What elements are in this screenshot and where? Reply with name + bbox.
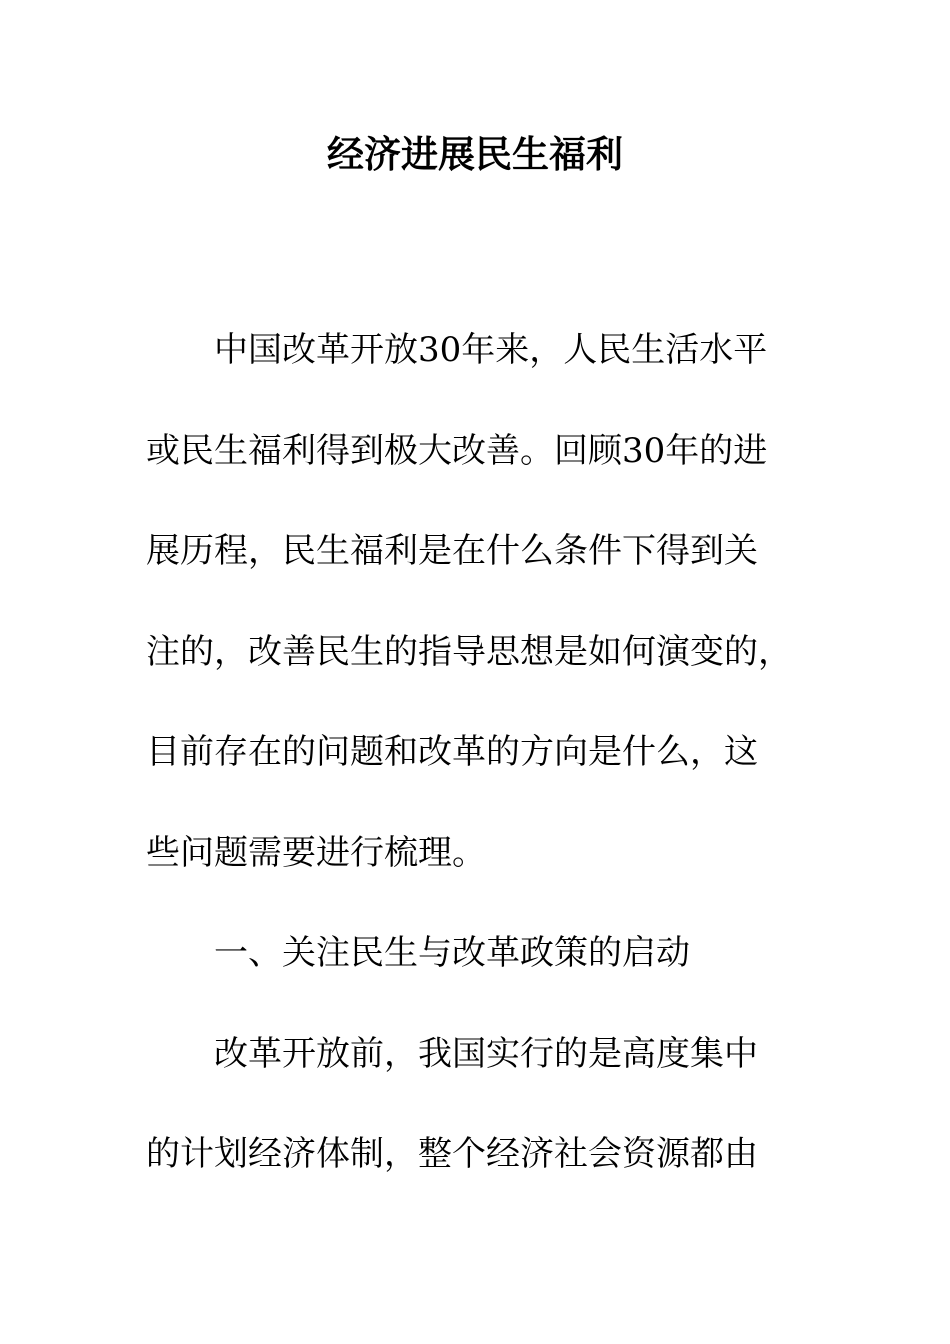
text-line: 目前存在的问题和改革的方向是什么，这 bbox=[146, 732, 758, 772]
text-line: 或民生福利得到极大改善。回顾30年的进 bbox=[146, 430, 768, 471]
section-heading bbox=[146, 903, 794, 1004]
paragraph-section-1 bbox=[146, 1004, 794, 1205]
text-line: 一、关注民生与改革政策的启动 bbox=[214, 933, 690, 973]
text-line: 的计划经济体制，整个经济社会资源都由 bbox=[146, 1134, 758, 1174]
text-line: 中国改革开放30年来，人民生活水平 bbox=[214, 330, 768, 370]
text-line: 改革开放前，我国实行的是高度集中 bbox=[214, 1033, 758, 1074]
text-line: 些问题需要进行梳理。 bbox=[146, 832, 486, 873]
document-body bbox=[146, 300, 794, 1205]
document-title: 经济进展民生福利 bbox=[327, 132, 623, 176]
paragraph-intro bbox=[146, 300, 794, 903]
text-line: 展历程，民生福利是在什么条件下得到关 bbox=[146, 531, 758, 571]
text-line: 注的，改善民生的指导思想是如何演变的， bbox=[146, 631, 792, 672]
